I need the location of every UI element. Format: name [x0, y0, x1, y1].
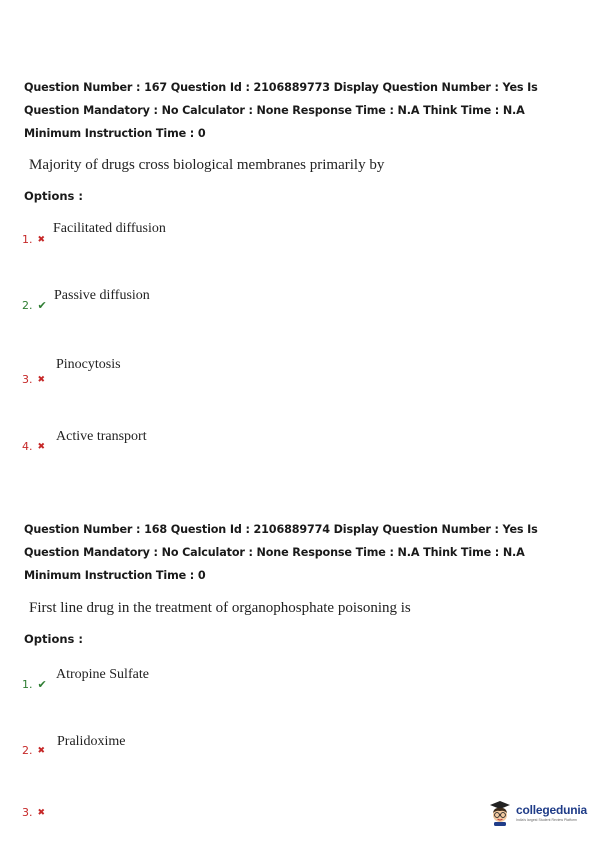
collegedunia-logo [488, 798, 587, 826]
logo-tagline: India's largest Student Review Platform [516, 817, 577, 822]
option-text-168-2: Pralidoxime [57, 734, 126, 749]
option-number-168-1: 1. ✔ [22, 678, 47, 691]
cross-icon: ✖ [37, 745, 46, 756]
option-number-167-4: 4. ✖ [22, 440, 46, 453]
option-text-168-1: Atropine Sulfate [56, 667, 149, 682]
option-text-167-3: Pinocytosis [56, 357, 121, 372]
option-number-168-3: 3. ✖ [22, 806, 46, 819]
cross-icon: ✖ [37, 374, 46, 385]
option-text-167-4: Active transport [56, 429, 147, 444]
options-label-168: Options : [24, 632, 83, 646]
option-number-167-2: 2. ✔ [22, 299, 47, 312]
question-header-168: Question Number : 168 Question Id : 2106889774 Display Question Number : Yes Is Question Mandatory : No Calculator : None Response Time : N.A Think Time : N.A Minimum Instruction Time : 0 [24, 523, 538, 582]
option-text-167-1: Facilitated diffusion [53, 221, 166, 236]
cross-icon: ✖ [37, 441, 46, 452]
option-number-167-1: 1. ✖ [22, 233, 46, 246]
logo-wordmark: collegedunia [516, 802, 587, 817]
options-label-167: Options : [24, 189, 83, 203]
question-text-168: First line drug in the treatment of organophosphate poisoning is [29, 600, 411, 616]
check-icon: ✔ [37, 678, 47, 691]
check-icon: ✔ [37, 299, 47, 312]
question-header-167: Question Number : 167 Question Id : 2106889773 Display Question Number : Yes Is Question Mandatory : No Calculator : None Response Time : N.A Think Time : N.A Minimum Instruction Time : 0 [24, 81, 538, 140]
option-text-167-2: Passive diffusion [54, 288, 150, 303]
option-number-168-2: 2. ✖ [22, 744, 46, 757]
student-mascot-icon [488, 798, 512, 826]
cross-icon: ✖ [37, 234, 46, 245]
option-number-167-3: 3. ✖ [22, 373, 46, 386]
cross-icon: ✖ [37, 807, 46, 818]
question-text-167: Majority of drugs cross biological membranes primarily by [29, 157, 385, 173]
